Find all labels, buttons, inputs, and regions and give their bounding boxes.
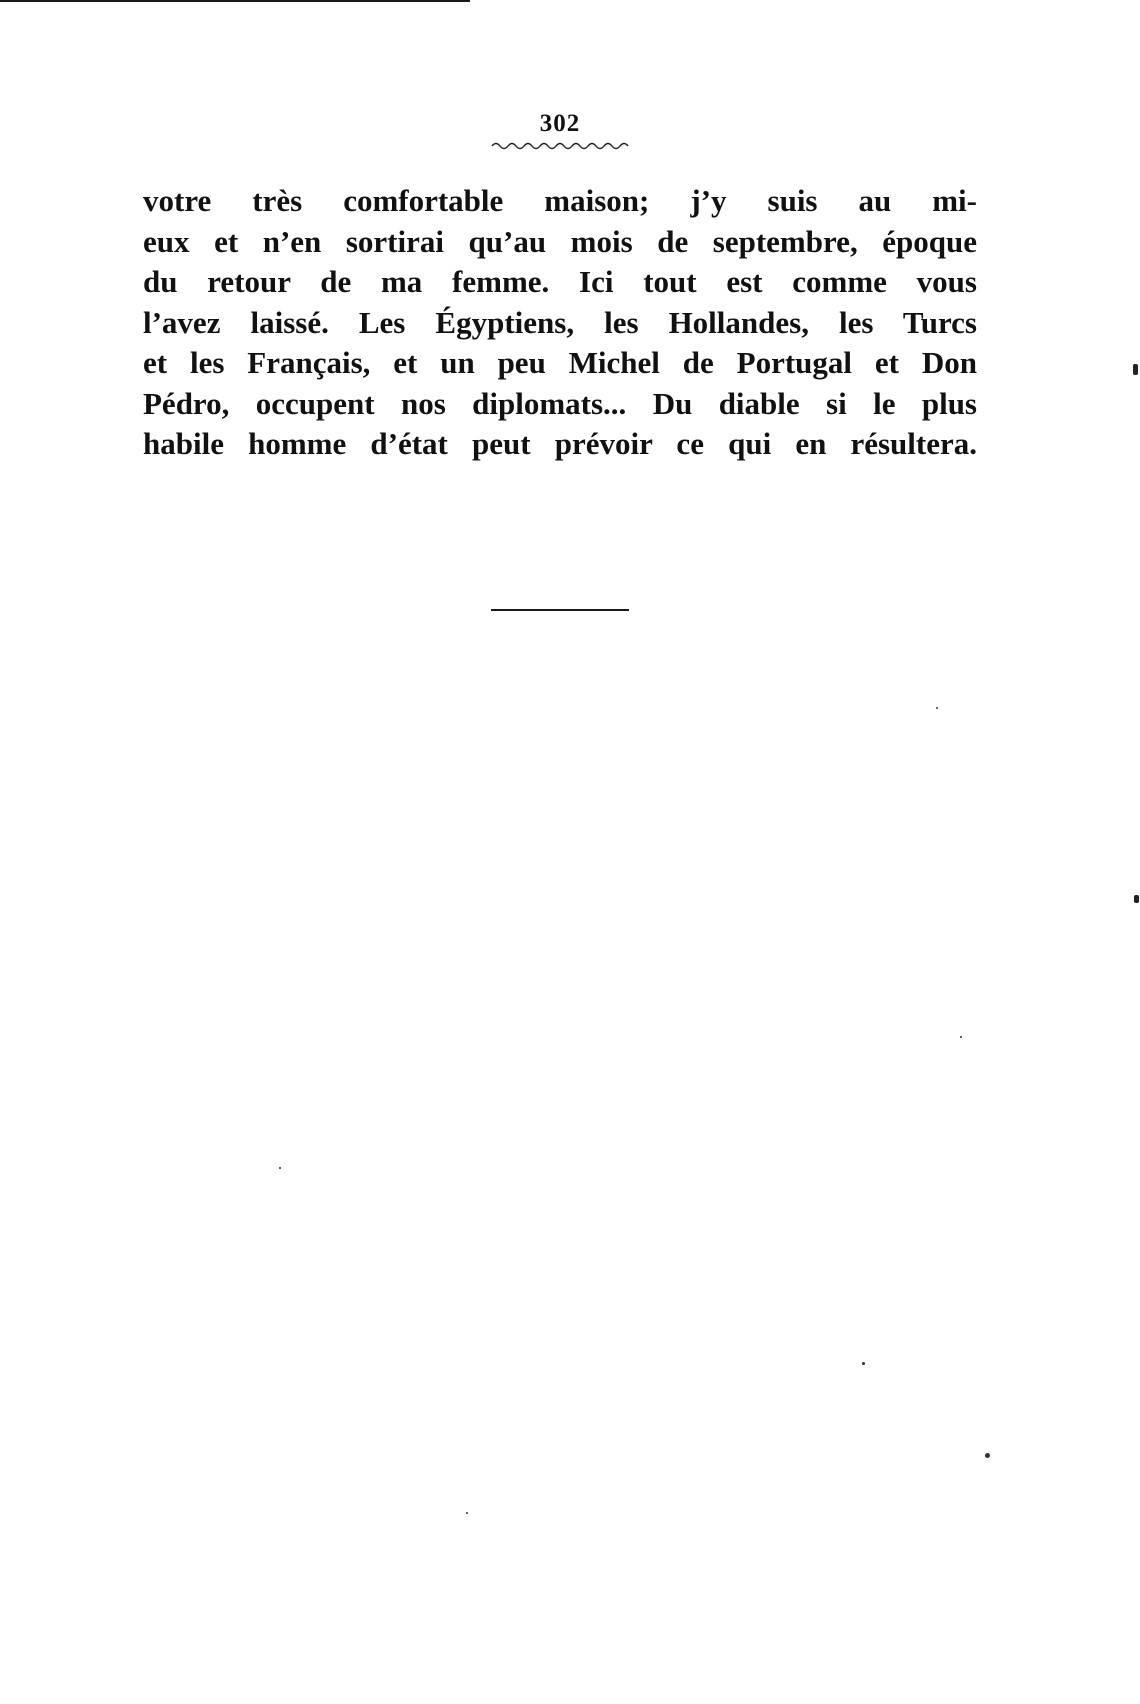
scan-speck: [985, 1453, 990, 1458]
margin-mark: [1133, 364, 1138, 375]
page-number: 302: [539, 110, 581, 137]
scan-speck: [279, 1167, 281, 1169]
text-line: votre très comfortable maison; j’y suis au mi-: [143, 183, 977, 218]
text-line: habile homme d’état peut prévoir ce qui en résultera.: [143, 426, 977, 461]
scan-speck: [862, 1362, 865, 1365]
text-line: l’avez laissé. Les Égyptiens, les Hollandes, les Turcs: [143, 304, 977, 340]
text-line: Pédro, occupent nos diplomats... Du diable si le plus: [143, 385, 977, 421]
text-line: eux et n’en sortirai qu’au mois de septembre, époque: [143, 223, 977, 259]
margin-mark: [1134, 895, 1139, 903]
wavy-ornament: [490, 140, 630, 150]
scan-speck: [466, 1512, 468, 1514]
scan-speck: [936, 707, 938, 709]
text-line: et les Français, et un peu Michel de Portugal et Don: [143, 345, 977, 380]
top-edge-rule: [0, 0, 470, 2]
section-end-rule: [491, 609, 629, 611]
scan-speck: [960, 1036, 962, 1038]
text-line: du retour de ma femme. Ici tout est comme vous: [143, 264, 977, 299]
body-paragraph: [143, 181, 977, 465]
